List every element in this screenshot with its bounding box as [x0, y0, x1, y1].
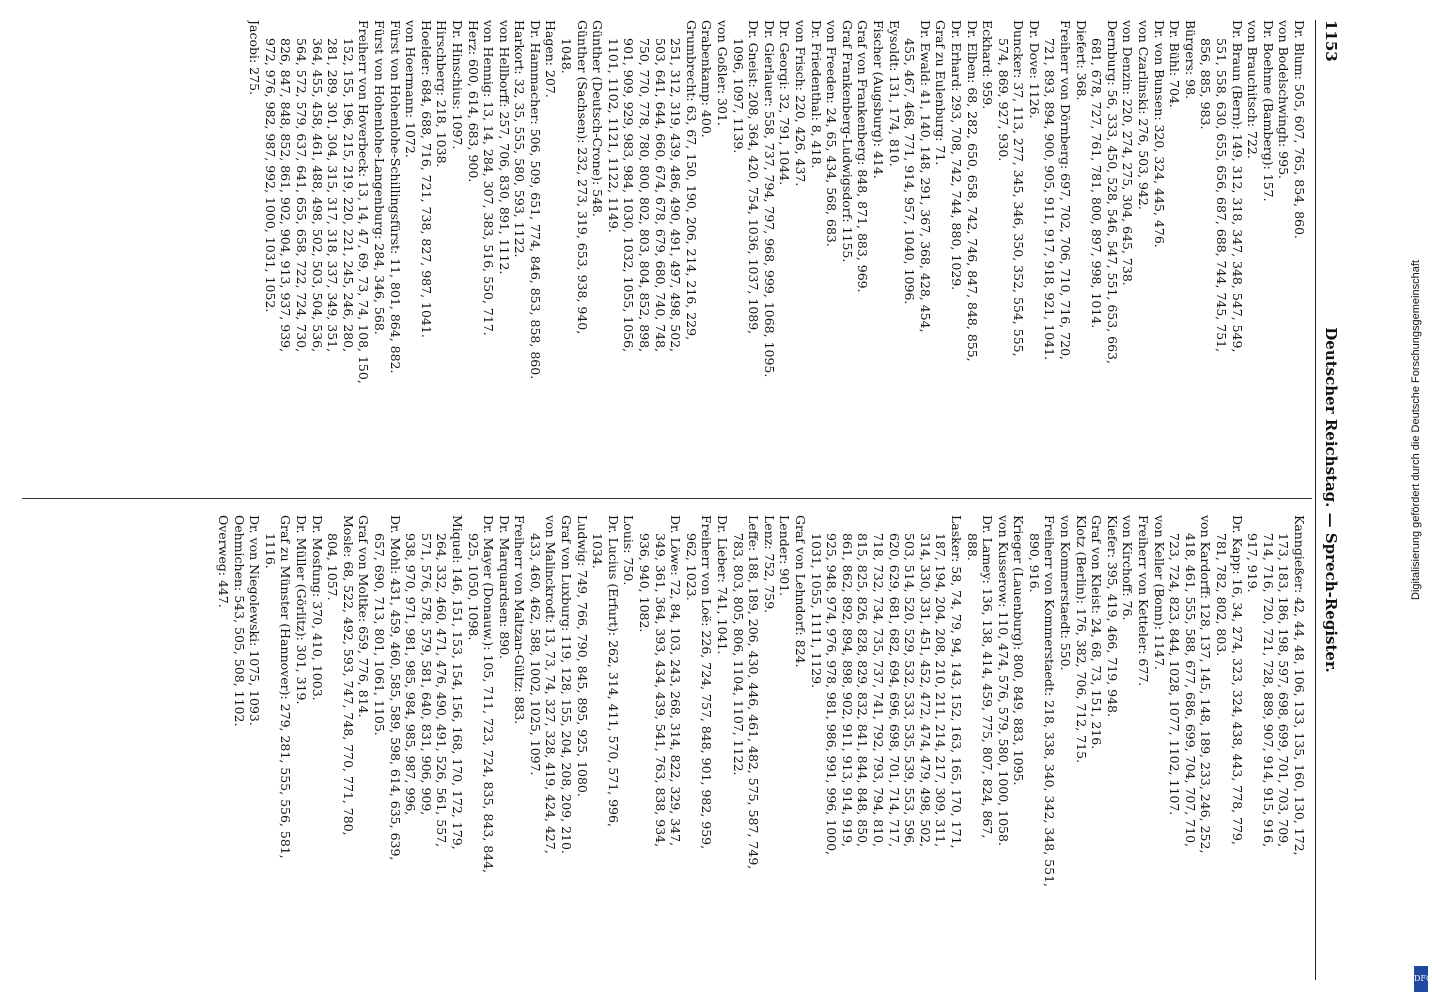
- register-line: von Hellborff: 257, 706, 830, 891, 1112.: [496, 20, 512, 275]
- register-line: 936, 940, 1082.: [637, 533, 653, 633]
- register-line: 861, 862, 892, 894, 898, 902, 911, 913, 914, 919,: [839, 533, 855, 848]
- page-title: Deutscher Reichstag. — Sprech-Register.: [1322, 327, 1340, 673]
- register-line: Dr. Löwe: 72, 84, 103, 243, 268, 314, 822, 329, 347,: [668, 515, 684, 847]
- register-line: Graf von Frankenberg: 848, 871, 883, 969.: [855, 20, 871, 293]
- register-line: Kiefer: 395, 419, 466, 719, 948.: [1104, 515, 1120, 717]
- footer-credit: Digitalisierung gefördert durch die Deutsche Forschungsgemeinschaft: [1410, 260, 1422, 600]
- register-line: 503, 641, 644, 660, 674, 678, 679, 680, 740, 748,: [652, 38, 668, 353]
- register-line: Dernburg: 56, 333, 450, 528, 546, 547, 551, 653, 663,: [1104, 20, 1120, 364]
- register-line: 1034.: [590, 533, 606, 569]
- register-line: 681, 678, 727, 761, 781, 800, 897, 998, 1014.: [1089, 38, 1105, 329]
- register-line: Dr. Mohl: 431, 459, 460, 585, 589, 598, 614, 635, 639,: [387, 515, 403, 861]
- register-line: 783, 803, 805, 806, 1104, 1107, 1122.: [730, 533, 746, 776]
- register-line: von Freeden: 24, 65, 434, 568, 683.: [824, 20, 840, 247]
- register-line: 173, 183, 186, 198, 597, 698, 699, 701, 703, 709,: [1276, 533, 1292, 848]
- register-line: Overweg: 447.: [216, 515, 232, 608]
- register-line: Lasker: 58, 74, 79, 94, 143, 152, 163, 165, 170, 171,: [948, 515, 964, 849]
- register-line: Dr. Gierlauer: 558, 737, 794, 797, 968, 999, 1068, 1095.: [761, 20, 777, 378]
- register-line: 418, 461, 555, 588, 677, 686, 699, 704, 707, 710,: [1182, 533, 1198, 848]
- register-line: Lender: 901.: [777, 515, 793, 597]
- register-line: 718, 732, 734, 735, 737, 741, 792, 793, 794, 810,: [870, 533, 886, 848]
- register-line: Ludwig: 749, 766, 790, 845, 895, 925, 1080.: [574, 515, 590, 797]
- register-line: 364, 455, 458, 461, 488, 498, 502, 503, 504, 536,: [309, 38, 325, 353]
- register-line: Dr. Blum: 505, 607, 765, 854, 860.: [1292, 20, 1307, 239]
- register-line: 917, 919.: [1245, 533, 1261, 593]
- register-line: Harkort: 32, 35, 555, 580, 593, 1122.: [512, 20, 528, 258]
- register-line: Graf von Moltke: 659, 776, 814.: [356, 515, 372, 718]
- register-line: Dr. Elben: 68, 282, 650, 658, 742, 746, 847, 848, 855,: [964, 20, 980, 362]
- register-line: 1096, 1097, 1139.: [730, 38, 746, 154]
- register-line: Dr. Hinschius: 1097.: [449, 20, 465, 150]
- register-line: von Frisch: 220, 426, 437.: [793, 20, 808, 187]
- register-line: 1116.: [262, 533, 278, 569]
- register-line: 657, 690, 713, 801, 1061, 1105.: [371, 533, 387, 736]
- register-line: Fürst von Hohenlohe-Langenburg: 284, 346, 568.: [371, 20, 387, 335]
- register-line: Dr. von Niegolewski: 1075, 1093.: [247, 515, 263, 726]
- register-line: Lenz: 752, 759.: [761, 515, 777, 614]
- register-line: 314, 330, 331, 451, 452, 472, 474, 479, 498, 502,: [917, 533, 933, 848]
- register-line: 938, 970, 971, 981, 985, 984, 985, 987, 996,: [403, 533, 419, 816]
- register-line: Eysoldt: 131, 174, 810.: [886, 20, 902, 167]
- register-line: 901, 909, 929, 983, 984, 1030, 1032, 1055, 1056,: [621, 38, 637, 353]
- register-line: Mosle: 68, 522, 492, 593, 747, 748, 770, 771, 780,: [340, 515, 356, 836]
- register-line: Günther (Deutsch-Crone): 548.: [590, 20, 606, 217]
- register-line: 962, 1023.: [683, 533, 699, 601]
- register-line: Hagen: 207.: [543, 20, 559, 98]
- register-line: 750, 770, 778, 780, 800, 802, 803, 804, 852, 898,: [637, 38, 653, 353]
- register-line: Hirschberg: 218, 1038.: [434, 20, 450, 168]
- register-line: 564, 572, 579, 637, 641, 655, 658, 722, 724, 730,: [294, 38, 309, 353]
- register-line: von Czarlinski: 276, 503, 942.: [1136, 20, 1152, 210]
- left-column: [17, 20, 1307, 500]
- register-line: Fürst von Hohenlohe-Schillingsfürst: 11, 801, 864, 882.: [387, 20, 403, 374]
- register-line: 925, 948, 974, 976, 978, 981, 986, 991, 996, 1000,: [824, 533, 840, 856]
- register-line: Graf zu Münster (Hannover): 279, 281, 555, 556, 581,: [278, 515, 294, 859]
- register-line: Dr. Erhard: 293, 708, 742, 744, 880, 1029.: [948, 20, 964, 291]
- register-line: Bürgers: 98.: [1182, 20, 1198, 100]
- register-line: Grumbrecht: 63, 67, 150, 190, 206, 214, 216, 229,: [683, 20, 699, 341]
- register-line: 856, 885, 983.: [1198, 38, 1214, 130]
- register-line: Dr. Mosfung: 370, 410, 1003.: [309, 515, 325, 701]
- register-line: von Goßler: 301.: [715, 20, 731, 126]
- register-line: Graf Frankenberg-Ludwigsdorf: 1155.: [839, 20, 855, 263]
- register-line: Hoelder: 684, 688, 716, 721, 738, 827, 987, 1041.: [418, 20, 434, 338]
- register-line: Kanngießer: 42, 44, 48, 106, 133, 135, 160, 130, 172,: [1292, 515, 1307, 856]
- dfg-logo-icon: DFG: [1414, 966, 1428, 992]
- register-line: von Keller (Bonn): 1147.: [1151, 515, 1167, 670]
- register-line: 187, 194, 204, 208, 210, 211, 214, 217, 309, 311,: [933, 533, 949, 848]
- register-line: 503, 514, 520, 529, 532, 533, 535, 539, 553, 596,: [902, 533, 918, 848]
- register-line: 826, 847, 848, 852, 861, 902, 904, 913, 937, 939,: [278, 38, 294, 353]
- register-line: 551, 558, 630, 655, 656, 687, 688, 744, 745, 751,: [1214, 38, 1230, 353]
- register-line: Freiherr von Kommerstaedt: 218, 338, 340, 342, 348, 551,: [1042, 515, 1058, 887]
- register-line: Dr. Kapp: 16, 34, 274, 323, 324, 438, 443, 778, 779,: [1229, 515, 1245, 845]
- register-line: 1101, 1102, 1121, 1122, 1149.: [605, 38, 621, 233]
- register-line: Dr. Boehme (Bamberg): 157.: [1260, 20, 1276, 202]
- register-line: 890, 916.: [1026, 533, 1042, 593]
- register-line: Freiherr von Ketteler: 677.: [1136, 515, 1152, 687]
- register-line: Graf von Lehndorf: 824.: [793, 515, 808, 668]
- register-line: Freiherr von Maltzan-Gültz: 883.: [512, 515, 528, 725]
- register-line: 925, 1050, 1098.: [465, 533, 481, 641]
- register-line: Dr. Lamey: 136, 138, 414, 459, 775, 807, 824, 867,: [980, 515, 996, 839]
- register-line: Freiherr von Dörnberg: 697, 702, 706, 710, 716, 720,: [1058, 20, 1074, 361]
- register-line: Klotz (Berlin): 176, 382, 706, 712, 715.: [1073, 515, 1089, 764]
- register-line: 251, 312, 319, 439, 486, 490, 491, 497, 498, 502,: [668, 38, 684, 353]
- register-line: 815, 825, 826, 828, 829, 832, 841, 844, 848, 850,: [855, 533, 871, 848]
- register-line: 349, 361, 364, 393, 434, 439, 541, 763, 838, 934,: [652, 533, 668, 848]
- register-line: Dr. Braun (Bern): 149, 312, 318, 347, 348, 547, 549,: [1229, 20, 1245, 353]
- register-line: von Malinckrodt: 13, 73, 74, 327, 328, 419, 424, 427,: [543, 515, 559, 854]
- register-line: Herz: 600, 614, 683, 900.: [465, 20, 481, 183]
- register-line: Dr. Georgi: 32, 791, 1044.: [777, 20, 793, 186]
- register-line: 721, 893, 894, 900, 905, 911, 917, 918, 921, 1041.: [1042, 38, 1058, 361]
- register-line: Oehmichen: 543, 505, 508, 1102.: [231, 515, 247, 727]
- register-line: 888.: [964, 533, 980, 561]
- register-line: von Denzin: 220, 274, 275, 304, 645, 738.: [1120, 20, 1136, 286]
- register-line: Dr. Dove: 1126.: [1026, 20, 1042, 119]
- register-line: Eckhard: 959.: [980, 20, 996, 110]
- register-line: Dr. Bühl: 704.: [1167, 20, 1183, 108]
- register-line: 804, 1057.: [325, 533, 341, 601]
- register-line: Leffe: 188, 189, 206, 430, 446, 461, 482, 575, 587, 749,: [746, 515, 762, 870]
- register-line: von Kommerstaedt: 550.: [1058, 515, 1074, 671]
- register-line: Freiherr von Loë: 226, 724, 757, 848, 901, 982, 959,: [699, 515, 715, 850]
- register-line: Dr. Mayer (Donauw.): 105, 711, 723, 724, 835, 843, 844,: [481, 515, 497, 874]
- register-line: von Kirchoff: 76.: [1120, 515, 1136, 621]
- register-line: 152, 155, 196, 215, 219, 220, 221, 245, 246, 280,: [340, 38, 356, 353]
- register-line: von Hennig: 13, 14, 284, 307, 383, 516, 550, 717.: [481, 20, 497, 336]
- register-line: Dr. Lieber: 741, 1041.: [715, 515, 731, 655]
- register-line: Dr. von Bunsen: 320, 324, 445, 476.: [1151, 20, 1167, 248]
- register-line: 571, 576, 578, 579, 581, 640, 831, 906, 909,: [418, 533, 434, 816]
- register-line: Jacobi: 275.: [247, 20, 263, 96]
- register-line: Louis: 750.: [621, 515, 637, 586]
- register-line: 1048.: [559, 38, 575, 74]
- register-line: von Bodelschwingh: 995.: [1276, 20, 1292, 180]
- register-line: 781, 782, 802, 803.: [1214, 533, 1230, 657]
- register-line: Fischer (Augsburg): 414.: [870, 20, 886, 179]
- header-rule: [1315, 20, 1316, 980]
- register-line: 620, 629, 681, 682, 694, 696, 698, 701, 714, 717,: [886, 533, 902, 848]
- register-line: 433, 460, 462, 588, 1002, 1025, 1097.: [527, 533, 543, 776]
- register-line: 574, 869, 927, 930.: [995, 38, 1011, 162]
- register-line: 264, 332, 460, 471, 476, 490, 491, 526, 561, 557,: [434, 533, 450, 848]
- register-line: 1031, 1055, 1111, 1129.: [808, 533, 824, 689]
- right-column: [17, 515, 1307, 995]
- register-line: Krieger (Lauenburg): 800, 849, 883, 1095.: [1011, 515, 1027, 786]
- register-line: Günther (Sachsen): 232, 273, 319, 653, 938, 940,: [574, 20, 590, 335]
- register-line: von Kusserow: 110, 474, 576, 579, 580, 1000, 1058.: [995, 515, 1011, 846]
- register-line: Diefert: 368.: [1073, 20, 1089, 101]
- register-line: 455, 467, 468, 771, 914, 957, 1040, 1096.: [902, 38, 918, 305]
- page-number: 1153: [1322, 20, 1340, 62]
- register-line: Dr. Müller (Görlitz): 301, 319.: [294, 515, 309, 705]
- register-line: Dr. Gneist: 208, 364, 420, 754, 1036, 1037, 1089,: [746, 20, 762, 335]
- register-line: Miquel: 146, 151, 153, 154, 156, 168, 170, 172, 179,: [449, 515, 465, 850]
- page-header: [1310, 20, 1340, 980]
- register-line: Dr. Marquardsen: 890.: [496, 515, 512, 660]
- register-line: Dr. Lucius (Erfurt): 262, 314, 411, 570, 571, 996,: [605, 515, 621, 827]
- register-line: Graf zu Eulenburg: 71.: [933, 20, 949, 166]
- register-line: Freiherr von Hoverbeck: 13, 14, 47, 69, 73, 74, 108, 150,: [356, 20, 372, 384]
- register-line: Dr. Hammacher: 506, 509, 651, 774, 846, 853, 858, 860.: [527, 20, 543, 380]
- register-line: von Hoermann: 1072.: [403, 20, 419, 158]
- register-line: 714, 716, 720, 721, 728, 889, 907, 914, 915, 916,: [1260, 533, 1276, 848]
- register-line: Dr. Ewald: 41, 140, 148, 291, 367, 368, 428, 454,: [917, 20, 933, 333]
- register-line: 972, 976, 982, 987, 992, 1000, 1031, 1052.: [262, 38, 278, 313]
- register-line: von Brauchitsch: 722.: [1245, 20, 1261, 159]
- register-line: Grabenkamp: 400.: [699, 20, 715, 138]
- register-line: Duncker: 37, 113, 277, 345, 346, 350, 352, 554, 555,: [1011, 20, 1027, 357]
- register-line: 723, 724, 823, 844, 1028, 1077, 1102, 1107.: [1167, 533, 1183, 816]
- register-line: von Kardorff: 128, 137, 145, 148, 189, 233, 246, 252,: [1198, 515, 1214, 854]
- register-line: Graf von Kleist: 24, 68, 73, 151, 216.: [1089, 515, 1105, 750]
- register-line: Dr. Friedenthal: 8, 418.: [808, 20, 824, 169]
- register-line: 281, 289, 301, 304, 315, 317, 318, 337, 349, 351,: [325, 38, 341, 353]
- register-line: Graf von Luxburg: 119, 128, 155, 204, 208, 209, 210.: [559, 515, 575, 854]
